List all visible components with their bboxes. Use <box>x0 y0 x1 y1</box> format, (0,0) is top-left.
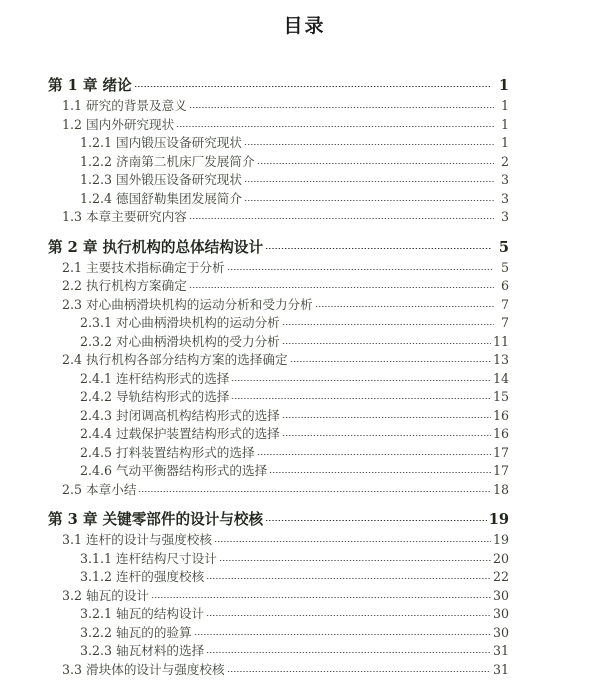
toc-entry-level-1[interactable] <box>48 236 509 259</box>
toc-entry-page-number: 17 <box>492 444 509 460</box>
toc-entry-number: 3.1.1 <box>80 550 113 566</box>
toc-entry-number: 2.4.6 <box>80 463 113 478</box>
toc-entry-page-number: 15 <box>492 389 509 404</box>
toc-entry-label <box>80 462 268 481</box>
toc-entry-title: 国内外研究现状 <box>86 116 175 132</box>
dot-leader <box>176 126 494 127</box>
toc-entry-label <box>80 333 281 352</box>
toc-entry-page-number: 19 <box>492 532 509 547</box>
dot-leader <box>189 287 494 288</box>
toc-entry-level-1[interactable] <box>48 74 509 97</box>
dot-leader <box>231 398 491 399</box>
toc-entry-number: 2.4.1 <box>80 370 113 386</box>
toc-entry-number: 2.4.5 <box>80 444 113 460</box>
toc-entry-page-number: 2 <box>500 153 509 169</box>
toc-entry-page-number: 3 <box>500 209 509 224</box>
toc-entry-label <box>62 296 314 315</box>
dot-leader <box>189 218 494 219</box>
toc-entry-number: 1.2.4 <box>80 190 113 206</box>
dot-leader <box>265 248 492 249</box>
toc-entry-level-3[interactable] <box>80 444 509 463</box>
page-title: 目录 <box>283 15 326 37</box>
toc-entry-title: 过载保护装置结构形式的选择 <box>116 426 280 441</box>
toc-entry-label <box>80 407 281 426</box>
dot-leader <box>244 200 494 201</box>
toc-entry-page-number: 22 <box>492 569 509 584</box>
toc-entry-level-3[interactable] <box>80 171 509 190</box>
toc-entry-page-number: 30 <box>492 606 509 621</box>
toc-entry-title: 轴瓦的结构设计 <box>116 606 205 621</box>
dot-leader <box>206 615 491 616</box>
dot-leader <box>214 541 491 542</box>
toc-entry-title: 国内锻压设备研究现状 <box>116 135 242 150</box>
toc-entry-level-2[interactable] <box>62 116 509 135</box>
toc-entry-page-number: 18 <box>492 481 509 497</box>
toc-entry-level-3[interactable] <box>80 568 509 587</box>
toc-entry-title: 连杆的强度校核 <box>116 569 205 584</box>
toc-entry-label <box>62 481 137 500</box>
toc-entry-label <box>62 587 150 606</box>
toc-entry-level-3[interactable] <box>80 642 509 661</box>
toc-entry-number: 1.3 <box>62 209 83 224</box>
toc-entry-title: 连杆结构尺寸设计 <box>116 550 217 566</box>
toc-entry-page-number: 16 <box>492 407 509 423</box>
toc-entry-level-3[interactable] <box>80 190 509 209</box>
toc-entry-label <box>62 277 188 296</box>
toc-entry-title: 本章主要研究内容 <box>86 209 187 224</box>
toc-entry-page-number: 20 <box>492 550 509 566</box>
toc-entry-level-2[interactable] <box>62 481 509 500</box>
toc-entry-label <box>80 171 243 190</box>
toc-entry-label <box>80 370 230 389</box>
toc-entry-level-3[interactable] <box>80 370 509 389</box>
toc-entry-title: 济南第二机床厂发展简介 <box>116 153 255 169</box>
toc-entry-title: 轴瓦的的验算 <box>116 624 192 640</box>
dot-leader <box>315 306 494 307</box>
toc-entry-title: 执行机构方案确定 <box>86 278 187 293</box>
dot-leader <box>282 343 491 344</box>
toc-entry-page-number: 11 <box>492 333 509 349</box>
toc-entry-level-3[interactable] <box>80 624 509 643</box>
toc-entry-page-number: 1 <box>500 116 509 132</box>
toc-entry-title: 国外锻压设备研究现状 <box>116 172 242 187</box>
toc-entry-page-number: 19 <box>488 511 509 528</box>
dot-leader <box>138 491 491 492</box>
toc-entry-number: 2.3.2 <box>80 333 113 349</box>
toc-entry-label <box>80 388 230 407</box>
toc-entry-title: 研究的背景及意义 <box>86 98 187 113</box>
toc-entry-page-number: 16 <box>492 426 509 441</box>
toc-entry-page-number: 17 <box>492 463 509 478</box>
dot-leader <box>244 181 494 182</box>
toc-entry-label <box>80 153 256 172</box>
toc-entry-title: 主要技术指标确定于分析 <box>86 259 225 275</box>
toc-entry-label <box>62 259 226 278</box>
toc-entry-number: 3.2.3 <box>80 643 113 658</box>
toc-entry-number: 2.4 <box>62 352 83 367</box>
toc-entry-label <box>62 97 188 116</box>
dot-leader <box>265 520 487 521</box>
toc-entry-label <box>48 74 133 97</box>
toc-entry-title: 连杆结构形式的选择 <box>116 370 230 386</box>
dot-leader <box>227 269 494 270</box>
toc-entry-title: 连杆的设计与强度校核 <box>86 532 212 547</box>
toc-entry-level-3[interactable] <box>80 605 509 624</box>
toc-entry-number: 2.5 <box>62 481 83 497</box>
toc-entry-level-3[interactable] <box>80 333 509 352</box>
toc-entry-number: 1.2.3 <box>80 172 113 187</box>
dot-leader <box>219 560 491 561</box>
toc-entry-page-number: 30 <box>492 587 509 603</box>
toc-entry-number: 1.2.2 <box>80 153 113 169</box>
toc-entry-page-number: 1 <box>498 77 509 94</box>
toc-entry-number: 第 1 章 <box>48 77 98 94</box>
toc-entry-level-3[interactable] <box>80 153 509 172</box>
toc-entry-label <box>80 605 205 624</box>
toc-entry-label <box>80 190 243 209</box>
toc-entry-number: 3.2.1 <box>80 606 113 621</box>
dot-leader <box>257 454 491 455</box>
toc-entry-title: 执行机构的总体结构设计 <box>102 238 264 256</box>
toc-entry-number: 2.2 <box>62 278 83 293</box>
toc-entry-number: 3.3 <box>62 661 83 677</box>
toc-entry-level-3[interactable] <box>80 462 509 481</box>
toc-entry-label <box>48 508 264 531</box>
dot-leader <box>194 634 491 635</box>
toc-entry-label <box>80 425 281 444</box>
toc-entry-title: 关键零部件的设计与校核 <box>102 511 264 528</box>
toc-entry-page-number: 13 <box>492 352 509 367</box>
dot-leader <box>151 597 491 598</box>
toc-entry-label <box>80 134 243 153</box>
toc-entry-level-3[interactable] <box>80 314 509 333</box>
toc-entry-title: 本章小结 <box>86 481 137 497</box>
toc-entry-number: 2.3.1 <box>80 315 113 330</box>
dot-leader <box>227 671 491 672</box>
toc-entry-number: 3.1.2 <box>80 569 113 584</box>
toc-entry-number: 1.2.1 <box>80 135 113 150</box>
dot-leader <box>189 107 494 108</box>
toc-entry-title: 封闭调高机构结构形式的选择 <box>116 407 280 423</box>
toc-entry-number: 2.4.3 <box>80 407 113 423</box>
toc-entry-page-number: 14 <box>492 370 509 386</box>
toc-entry-number: 第 3 章 <box>48 511 98 528</box>
toc-entry-page-number: 31 <box>492 643 509 658</box>
toc-entry-title: 轴瓦的设计 <box>86 587 149 603</box>
dot-leader <box>257 163 494 164</box>
dot-leader <box>206 578 491 579</box>
toc-entry-title: 执行机构各部分结构方案的选择确定 <box>86 352 288 367</box>
toc-entry-number: 2.1 <box>62 259 83 275</box>
toc-entry-level-3[interactable] <box>80 407 509 426</box>
toc-entry-number: 3.1 <box>62 532 83 547</box>
toc-entry-level-2[interactable] <box>62 661 509 680</box>
toc-entry-page-number: 5 <box>498 238 509 256</box>
toc-entry-title: 气动平衡器结构形式的选择 <box>116 463 268 478</box>
toc-entry-title: 对心曲柄滑块机构的运动分析 <box>116 315 280 330</box>
dot-leader <box>269 472 491 473</box>
toc-entry-number: 3.2.2 <box>80 624 113 640</box>
dot-leader <box>244 144 494 145</box>
toc-entry-title: 滑块体的设计与强度校核 <box>86 661 225 677</box>
toc-entry-label <box>48 236 264 259</box>
toc-entry-level-3[interactable] <box>80 550 509 569</box>
toc-entry-label <box>62 208 188 227</box>
toc-entry-page-number: 7 <box>500 296 509 312</box>
toc-entry-level-3[interactable] <box>80 388 509 407</box>
toc-entry-level-2[interactable] <box>62 277 509 296</box>
toc-entry-level-2[interactable] <box>62 97 509 116</box>
toc-entry-page-number: 7 <box>500 315 509 330</box>
toc-entry-number: 1.2 <box>62 116 83 132</box>
toc-entry-title: 德国舒勒集团发展简介 <box>116 190 242 206</box>
toc-entry-page-number: 3 <box>500 190 509 206</box>
toc-entry-level-3[interactable] <box>80 425 509 444</box>
toc-entry-level-2[interactable] <box>62 259 509 278</box>
toc-entry-level-3[interactable] <box>80 134 509 153</box>
toc-entry-number: 第 2 章 <box>48 238 98 256</box>
toc-entry-number: 3.2 <box>62 587 83 603</box>
toc-entry-label <box>62 351 289 370</box>
toc-entry-label <box>62 661 226 680</box>
toc-entry-number: 2.4.2 <box>80 389 113 404</box>
toc-entry-level-2[interactable] <box>62 208 509 227</box>
toc-entry-page-number: 30 <box>492 624 509 640</box>
toc-entry-number: 1.1 <box>62 98 83 113</box>
dot-leader <box>206 652 491 653</box>
dot-leader <box>282 435 491 436</box>
toc-entry-number: 2.3 <box>62 296 83 312</box>
toc-entry-page-number: 1 <box>500 135 509 150</box>
toc-entry-label <box>62 531 213 550</box>
toc-entry-label <box>80 624 193 643</box>
dot-leader <box>282 417 491 418</box>
dot-leader <box>290 361 491 362</box>
toc-entry-page-number: 31 <box>492 661 509 677</box>
toc-entry-title: 轴瓦材料的选择 <box>116 643 205 658</box>
toc-entry-title: 打料装置结构形式的选择 <box>116 444 255 460</box>
dot-leader <box>231 380 491 381</box>
toc-entry-label <box>80 568 205 587</box>
toc-entry-title: 对心曲柄滑块机构的运动分析和受力分析 <box>86 296 313 312</box>
dot-leader <box>134 86 492 87</box>
toc-entry-page-number: 6 <box>500 278 509 293</box>
toc-entry-label <box>80 314 281 333</box>
dot-leader <box>282 324 494 325</box>
toc-entry-label <box>80 444 256 463</box>
toc-entry-level-2[interactable] <box>62 587 509 606</box>
toc-entry-page-number: 5 <box>500 259 509 275</box>
toc-entry-title: 绪论 <box>102 77 132 94</box>
toc-entry-label <box>62 116 175 135</box>
toc-entry-level-2[interactable] <box>62 296 509 315</box>
toc-entry-number: 2.4.4 <box>80 426 113 441</box>
toc-entry-level-1[interactable] <box>48 508 509 531</box>
toc-entry-title: 导轨结构形式的选择 <box>116 389 230 404</box>
toc-entry-label <box>80 642 205 661</box>
toc-entry-page-number: 1 <box>500 98 509 113</box>
table-of-contents <box>0 74 609 679</box>
toc-entry-label <box>80 550 218 569</box>
toc-entry-level-2[interactable] <box>62 351 509 370</box>
toc-entry-level-2[interactable] <box>62 531 509 550</box>
toc-entry-title: 对心曲柄滑块机构的受力分析 <box>116 333 280 349</box>
toc-entry-page-number: 3 <box>500 172 509 187</box>
